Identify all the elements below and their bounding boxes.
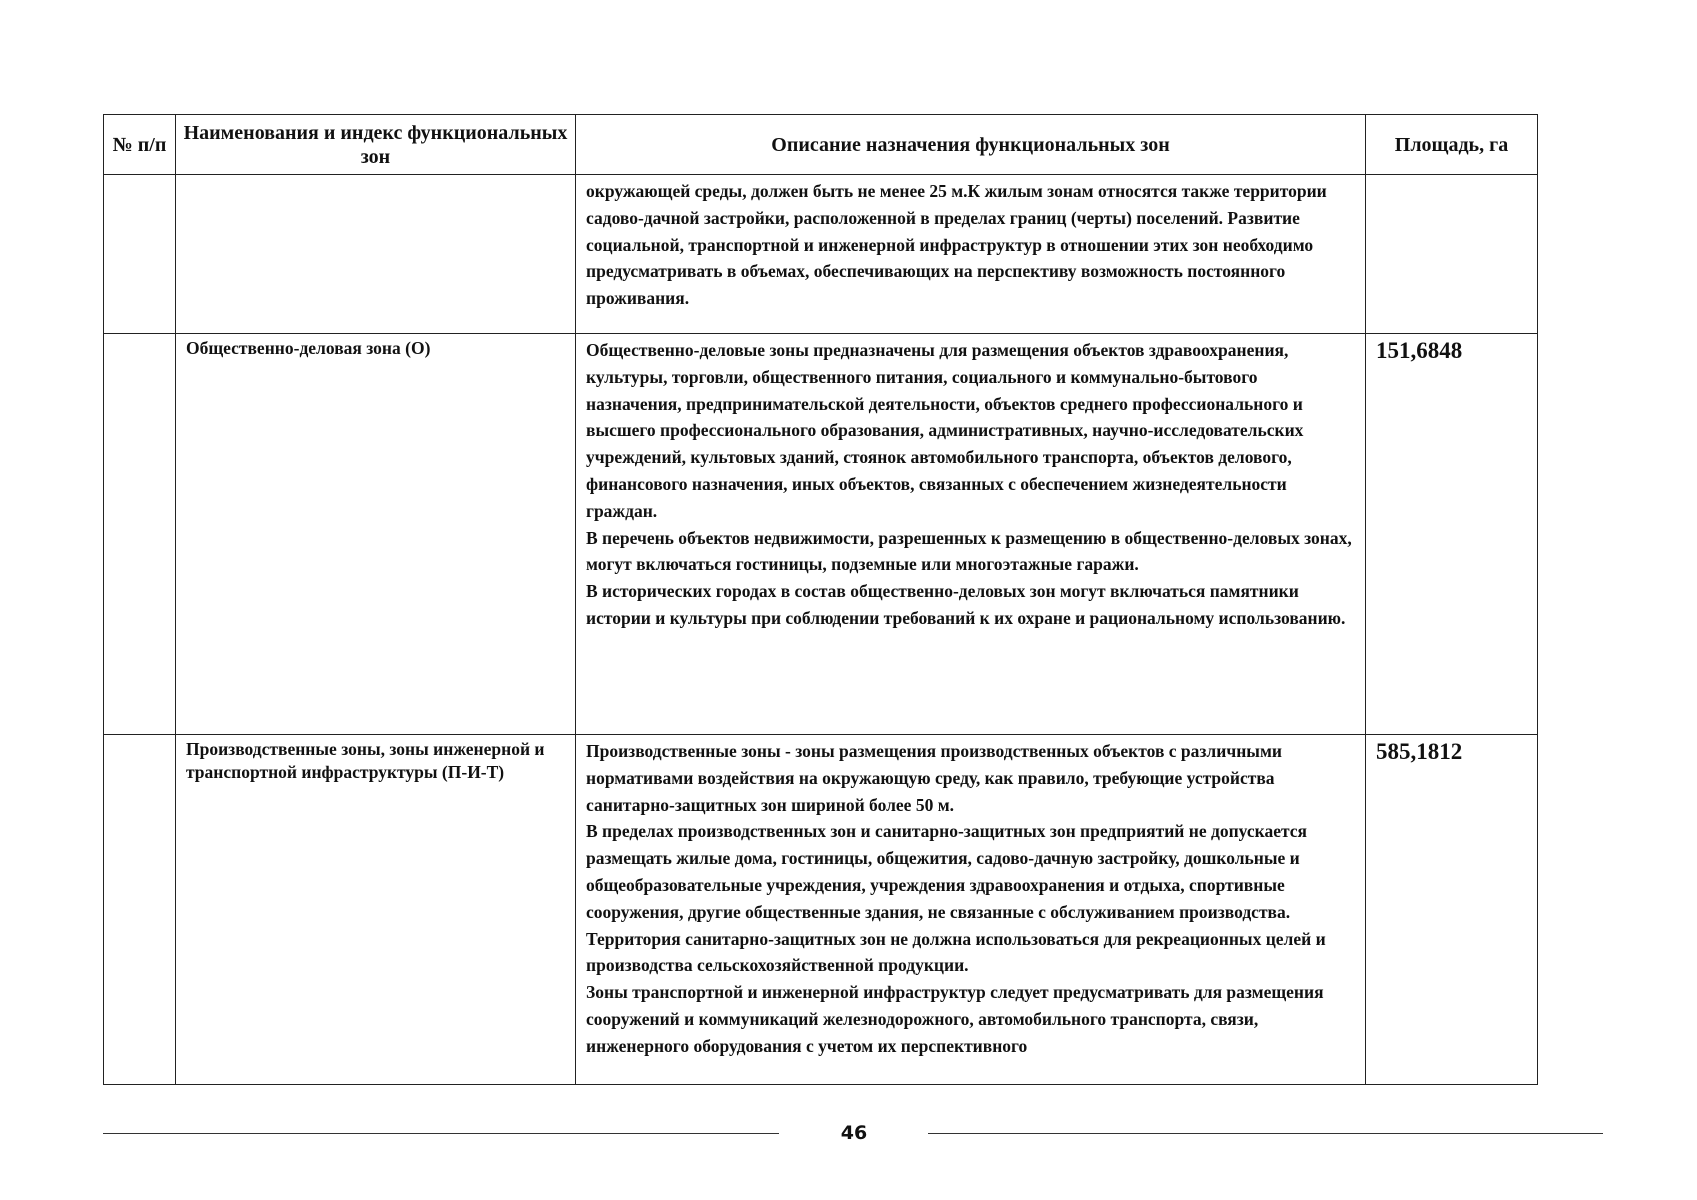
table-row	[104, 735, 1538, 1085]
description-paragraph: Зоны транспортной и инженерной инфраструктур следует предусматривать для размещения сооружений и коммуникаций железнодорожного, автомобильного транспорта, связи, инженерного оборудования с учетом их перспективного	[586, 982, 1324, 1056]
table-row	[104, 334, 1538, 735]
cell-zone-name: Производственные зоны, зоны инженерной и транспортной инфраструктуры (П-И-Т)	[176, 735, 576, 1085]
header-num: № п/п	[104, 115, 176, 175]
page-number: 46	[840, 1122, 868, 1144]
description-paragraph: Производственные зоны - зоны размещения производственных объектов с различными нормативами воздействия на окружающую среду, как правило, требующие устройства санитарно-защитных зон шириной более 50 м.	[586, 741, 1282, 815]
cell-description	[576, 175, 1366, 334]
footer-divider-right	[928, 1133, 1603, 1134]
cell-area: 151,6848	[1366, 334, 1538, 735]
header-area: Площадь, га	[1366, 115, 1538, 175]
description-paragraph: Общественно-деловые зоны предназначены для размещения объектов здравоохранения, культуры, торговли, общественного питания, социального и коммунально-бытового назначения, предпринимательской деятельности, объектов среднего профессионального и высшего профессионального образования, административных, научно-исследовательских учреждений, культовых зданий, стоянок автомобильного транспорта, объектов делового, финансового назначения, иных объектов, связанных с обеспечением жизнедеятельности граждан.	[586, 340, 1304, 521]
description-paragraph: окружающей среды, должен быть не менее 25 м.К жилым зонам относятся также территории садово-дачной застройки, расположенной в пределах границ (черты) поселений. Развитие социальной, транспортной и инженерной инфраструктур в отношении этих зон необходимо предусматривать в объемах, обеспечивающих на перспективу возможность постоянного проживания.	[586, 181, 1327, 309]
table-row	[104, 175, 1538, 334]
cell-description	[576, 735, 1366, 1085]
cell-area: 585,1812	[1366, 735, 1538, 1085]
cell-num	[104, 735, 176, 1085]
header-description: Описание назначения функциональных зон	[576, 115, 1366, 175]
header-row	[104, 115, 1538, 175]
header-name: Наименования и индекс функциональных зон	[176, 115, 576, 175]
description-paragraph: В исторических городах в состав общественно-деловых зон могут включаться памятники истории и культуры при соблюдении требований к их охране и рациональному использованию.	[586, 581, 1346, 628]
footer-divider-left	[103, 1133, 779, 1134]
cell-zone-name	[176, 175, 576, 334]
cell-area	[1366, 175, 1538, 334]
zones-table	[103, 114, 1538, 1085]
cell-description	[576, 334, 1366, 735]
description-paragraph: В перечень объектов недвижимости, разрешенных к размещению в общественно-деловых зонах, могут включаться гостиницы, подземные или многоэтажные гаражи.	[586, 527, 1352, 575]
cell-num	[104, 334, 176, 735]
table-header	[104, 115, 1538, 175]
description-paragraph: В пределах производственных зон и санитарно-защитных зон предприятий не допускается размещать жилые дома, гостиницы, общежития, садово-дачную застройку, дошкольные и общеобразовательные учреждения, учреждения здравоохранения и отдыха, спортивные сооружения, другие общественные здания, не связанные с обслуживанием производства. Территория санитарно-защитных зон не должна использоваться для рекреационных целей и производства сельскохозяйственной продукции.	[586, 821, 1326, 976]
cell-zone-name: Общественно-деловая зона (О)	[176, 334, 576, 735]
cell-num	[104, 175, 176, 334]
